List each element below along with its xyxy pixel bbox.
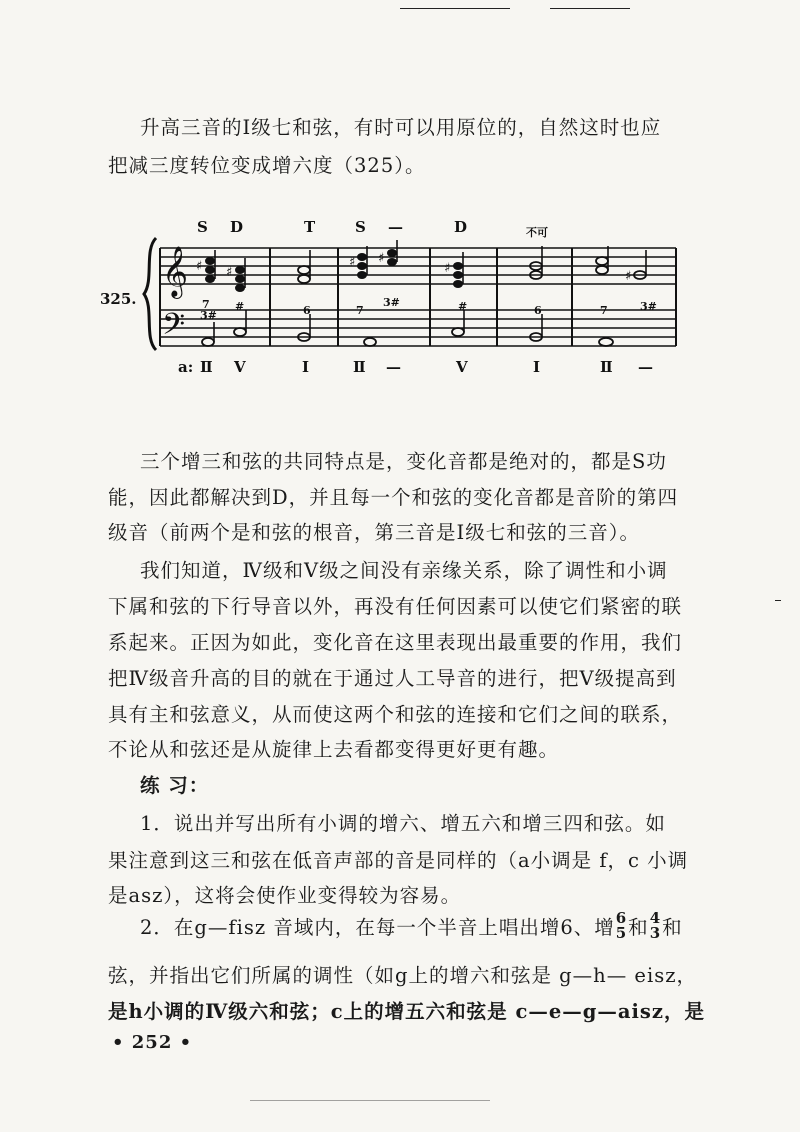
measure-5-treble <box>530 246 542 279</box>
fraction-6-5 <box>616 911 627 941</box>
figure-5: 7 <box>356 304 364 317</box>
roman-ii-2: Ⅱ <box>353 358 366 376</box>
fraction-6-5-top: 6 <box>615 909 628 927</box>
scan-mark-top <box>400 8 510 9</box>
roman-dash-1: — <box>386 358 401 376</box>
paragraph-3-line-6: 不论从和弦还是从旋律上去看都变得更好更有趣。 <box>108 738 560 761</box>
roman-ii-1: Ⅱ <box>200 358 213 376</box>
figure-2: 3# <box>200 309 217 322</box>
function-label-s2: S <box>355 218 366 236</box>
exercise-heading: 练 习： <box>140 774 210 797</box>
fraction-4-3-top: 4 <box>649 909 662 927</box>
fraction-4-3 <box>650 911 661 941</box>
svg-text:♯: ♯ <box>226 265 233 280</box>
function-label-t: T <box>304 218 316 236</box>
paragraph-3-line-4: 把Ⅳ级音升高的目的就在于通过人工导音的进行，把Ⅴ级提高到 <box>108 667 677 690</box>
exercise-1-line-2: 果注意到这三和弦在低音声部的音是同样的（a小调是 f，c 小调 <box>108 849 689 872</box>
treble-clef-icon: 𝄞 <box>162 246 189 297</box>
bass-clef-icon: 𝄢 <box>162 308 186 349</box>
function-label-dash: — <box>388 218 403 236</box>
example-number: 325. <box>100 290 137 308</box>
roman-i-1: Ⅰ <box>302 358 310 376</box>
figure-9: 7 <box>600 304 608 317</box>
measure-3-treble <box>349 240 397 279</box>
figure-4: 6 <box>303 304 311 317</box>
grand-staff-brace <box>144 238 156 350</box>
function-label-d2: D <box>454 218 468 236</box>
exercise-2-line-3: 是h小调的Ⅳ级六和弦；c上的增五六和弦是 c—e—g—aisz，是 <box>108 1000 705 1023</box>
key-label: a: <box>178 358 194 376</box>
figure-7: # <box>458 300 468 313</box>
scan-mark-bottom <box>250 1100 490 1101</box>
paragraph-3-line-3: 系起来。正因为如此，变化音在这里表现出最重要的作用，我们 <box>108 631 683 654</box>
exercise-1-line-3: 是asz），这将会使作业变得较为容易。 <box>108 884 462 907</box>
scan-mark-top-right <box>550 8 630 9</box>
svg-text:♯: ♯ <box>349 255 356 270</box>
roman-v-2: Ⅴ <box>456 358 468 376</box>
figure-1: 7 <box>202 298 210 311</box>
roman-ii-3: Ⅱ <box>600 358 613 376</box>
fraction-4-3-bottom: 3 <box>649 924 662 942</box>
paragraph-3-line-2: 下属和弦的下行导音以外，再没有任何因素可以使它们紧密的联 <box>108 595 683 618</box>
svg-text:♯: ♯ <box>625 269 632 284</box>
paragraph-2-line-2: 能，因此都解决到D，并且每一个和弦的变化音都是音阶的第四 <box>108 486 679 509</box>
function-label-d1: D <box>230 218 244 236</box>
paragraph-3-line-5: 具有主和弦意义，从而使这两个和弦的连接和它们之间的联系， <box>108 703 683 726</box>
fraction-6-5-bottom: 5 <box>615 924 628 942</box>
figure-3: # <box>235 300 245 313</box>
page-number: • 252 • <box>112 1032 193 1053</box>
paragraph-3-line-1: 我们知道，Ⅳ级和Ⅴ级之间没有亲缘关系，除了调性和小调 <box>140 559 668 582</box>
paragraph-2-line-3: 级音（前两个是和弦的根音，第三音是Ⅰ级七和弦的三音）。 <box>108 521 640 544</box>
measure-2-treble <box>298 250 310 283</box>
music-example-325 <box>100 210 690 380</box>
exercise-2-line-2: 弦，并指出它们所属的调性（如g上的增六和弦是 g—h— eisz， <box>108 964 697 987</box>
exercise-2-line-1-text-c: 和 <box>662 916 683 939</box>
figure-8: 6 <box>534 304 542 317</box>
exercise-2-line-1 <box>140 906 683 946</box>
exercise-2-line-1-text-b: 和 <box>628 916 649 939</box>
paragraph-2-line-1: 三个增三和弦的共同特点是，变化音都是绝对的，都是S功 <box>140 450 667 473</box>
paragraph-1-line-1: 升高三音的Ⅰ级七和弦，有时可以用原位的，自然这时也应 <box>140 116 662 139</box>
roman-v-1: Ⅴ <box>234 358 246 376</box>
roman-dash-2: — <box>638 358 653 376</box>
measure-6-treble <box>596 246 646 284</box>
bar-lines <box>160 248 676 346</box>
function-label-not-allowed: 不可 <box>526 226 548 239</box>
exercise-2-line-1-text-a: 2．在g—fisz 音域内，在每一个半音上唱出增6、增 <box>140 916 615 939</box>
scan-mark-right <box>775 600 781 601</box>
figure-10: 3# <box>640 300 657 313</box>
svg-text:♯: ♯ <box>196 259 203 274</box>
function-label-s1: S <box>197 218 208 236</box>
figure-6: 3# <box>383 296 400 309</box>
paragraph-1-line-2: 把减三度转位变成增六度（325）。 <box>108 154 426 177</box>
svg-text:♯: ♯ <box>378 251 385 266</box>
svg-text:♯: ♯ <box>444 261 451 276</box>
roman-i-2: Ⅰ <box>533 358 541 376</box>
music-score <box>100 210 690 380</box>
exercise-1-line-1: 1．说出并写出所有小调的增六、增五六和增三四和弦。如 <box>140 812 666 835</box>
